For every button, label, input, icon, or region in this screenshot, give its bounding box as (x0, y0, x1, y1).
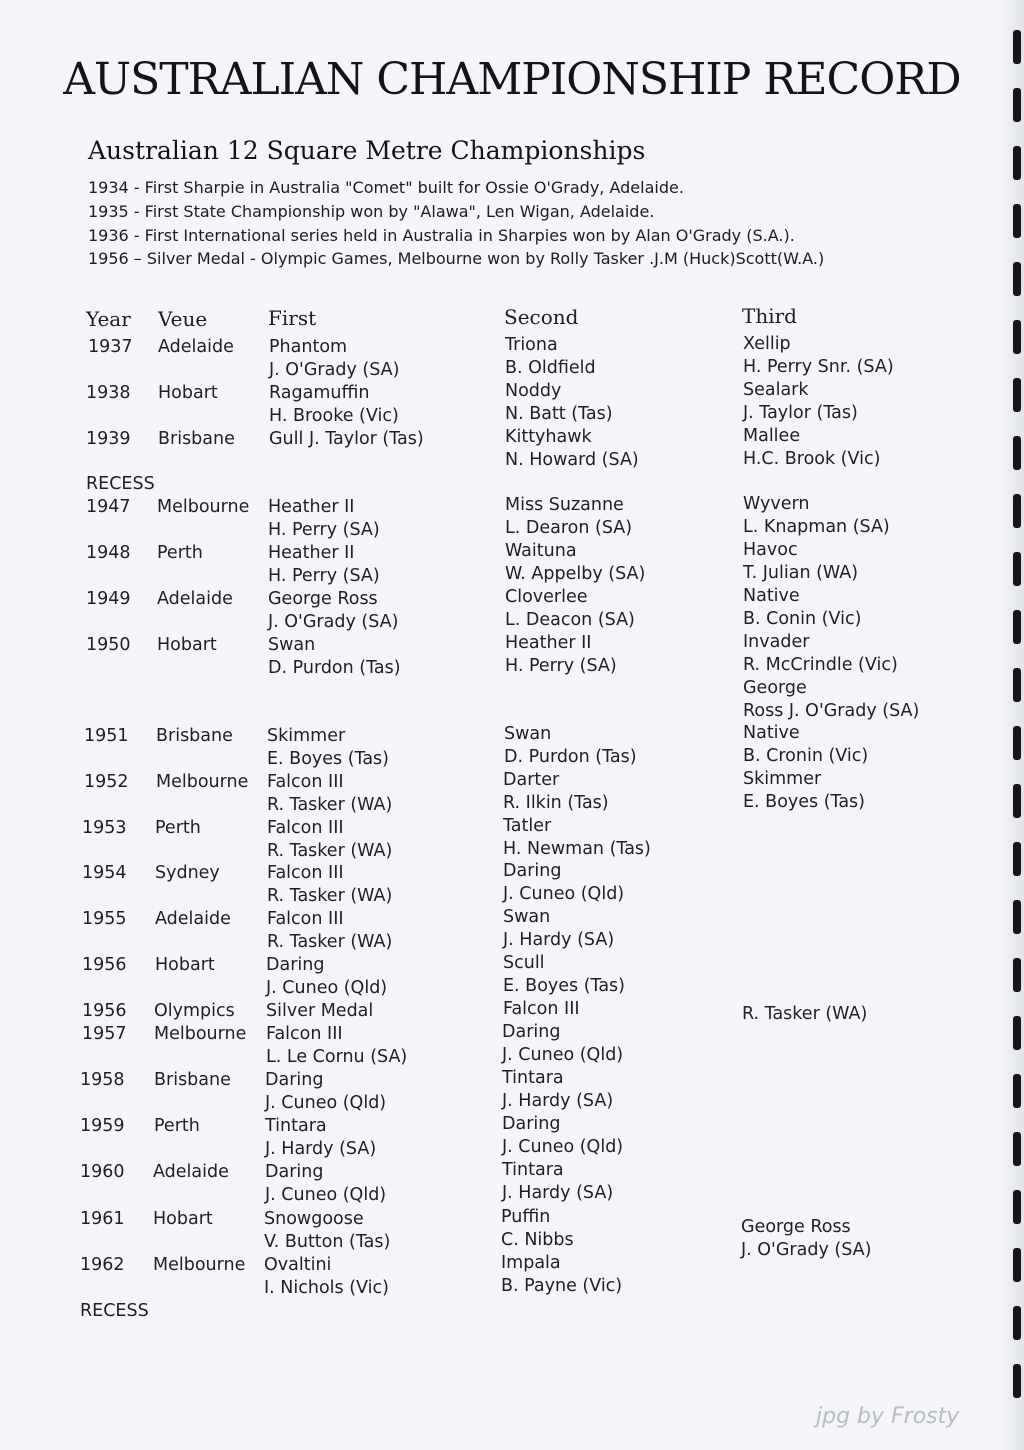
entry-venue: Perth (157, 543, 203, 563)
entry-second-place: B. Payne (Vic) (501, 1276, 623, 1296)
entry-venue: Brisbane (156, 726, 233, 746)
entry-first-place: George Ross (268, 589, 378, 609)
entry-year: 1939 (86, 429, 131, 449)
entry-second-place: Noddy (505, 381, 562, 401)
entry-second-place: L. Dearon (SA) (505, 518, 633, 538)
entry-first-place: J. Cuneo (Qld) (265, 1093, 387, 1113)
binding-ring (1013, 1016, 1021, 1050)
entry-second-place: Kittyhawk (505, 427, 592, 447)
entry-first-place: J. Hardy (SA) (265, 1139, 377, 1159)
entry-first-place: Falcon III (267, 772, 344, 792)
entry-second-place: Scull (503, 953, 545, 973)
entry-venue: Melbourne (157, 497, 250, 517)
entry-third-place: E. Boyes (Tas) (743, 792, 865, 812)
binding-ring (1013, 1132, 1021, 1166)
entry-third-place: B. Conin (Vic) (743, 609, 862, 629)
entry-first-place: Falcon III (267, 818, 344, 838)
entry-third-place: Ross J. O'Grady (SA) (743, 701, 920, 721)
entry-third-place: B. Cronin (Vic) (743, 746, 869, 766)
entry-second-place: W. Appelby (SA) (505, 564, 646, 584)
column-header-first: First (268, 306, 317, 330)
entry-year: 1953 (82, 818, 127, 838)
entry-third-place: Sealark (743, 380, 809, 400)
entry-first-place: Skimmer (267, 726, 346, 746)
page-title: AUSTRALIAN CHAMPIONSHIP RECORD (63, 54, 961, 105)
binding-ring (1013, 146, 1021, 180)
entry-year: 1954 (82, 863, 127, 883)
entry-first-place: Daring (265, 1162, 324, 1182)
binding-ring (1013, 1248, 1021, 1282)
entry-third-place: George Ross (741, 1217, 851, 1237)
section-subtitle: Australian 12 Square Metre Championships (88, 136, 646, 165)
binding-ring (1013, 1306, 1021, 1340)
column-header-year: Year (86, 307, 131, 331)
binding-ring (1013, 842, 1021, 876)
entry-venue: Perth (154, 1116, 200, 1136)
intro-line-1956: 1956 – Silver Medal - Olympic Games, Melbourne won by Rolly Tasker .J.M (Huck)Scott(W.A.) (88, 249, 825, 268)
binding-ring (1013, 204, 1021, 238)
entry-first-place: Falcon III (267, 909, 344, 929)
entry-first-place: Heather II (268, 543, 355, 563)
entry-year: 1955 (82, 909, 127, 929)
entry-second-place: Triona (505, 335, 558, 355)
entry-third-place: Wyvern (743, 494, 810, 514)
entry-first-place: Falcon III (267, 863, 344, 883)
entry-first-place: R. Tasker (WA) (267, 841, 393, 861)
entry-year: 1959 (80, 1116, 125, 1136)
entry-third-place: Skimmer (743, 769, 822, 789)
entry-third-place: L. Knapman (SA) (743, 517, 890, 537)
entry-year: 1938 (86, 383, 131, 403)
entry-venue: Adelaide (153, 1162, 229, 1182)
entry-second-place: Daring (502, 1022, 561, 1042)
entry-first-place: J. Cuneo (Qld) (266, 978, 388, 998)
entry-year: 1951 (84, 726, 129, 746)
spiral-binding (1000, 0, 1024, 1450)
binding-ring (1013, 900, 1021, 934)
entry-year: 1956 (82, 1001, 127, 1021)
recess-label: RECESS (80, 1301, 149, 1321)
entry-second-place: Darter (503, 770, 560, 790)
entry-second-place: C. Nibbs (501, 1230, 574, 1250)
entry-third-place: R. McCrindle (Vic) (743, 655, 898, 675)
entry-first-place: Snowgoose (264, 1209, 364, 1229)
entry-second-place: N. Batt (Tas) (505, 404, 613, 424)
entry-venue: Melbourne (154, 1024, 247, 1044)
entry-first-place: Phantom (269, 337, 348, 357)
entry-first-place: Ragamuffin (269, 383, 370, 403)
entry-year: 1960 (80, 1162, 125, 1182)
entry-second-place: J. Cuneo (Qld) (502, 1045, 624, 1065)
entry-second-place: Daring (503, 861, 562, 881)
entry-year: 1950 (86, 635, 131, 655)
entry-third-place: Native (743, 723, 800, 743)
entry-venue: Melbourne (156, 772, 249, 792)
entry-second-place: Daring (502, 1114, 561, 1134)
entry-first-place: Gull J. Taylor (Tas) (269, 429, 424, 449)
entry-first-place: E. Boyes (Tas) (267, 749, 389, 769)
binding-ring (1013, 494, 1021, 528)
entry-third-place: H.C. Brook (Vic) (743, 449, 881, 469)
binding-ring (1013, 610, 1021, 644)
entry-third-place: Native (743, 586, 800, 606)
column-header-venue: Veue (158, 307, 208, 331)
intro-line-1936: 1936 - First International series held in Australia in Sharpies won by Alan O'Grady (S.A.). (88, 226, 795, 245)
entry-first-place: Daring (266, 955, 325, 975)
entry-year: 1956 (82, 955, 127, 975)
binding-ring (1013, 436, 1021, 470)
entry-year: 1962 (80, 1255, 125, 1275)
entry-venue: Sydney (155, 863, 220, 883)
entry-first-place: D. Purdon (Tas) (268, 658, 401, 678)
entry-first-place: Tintara (265, 1116, 327, 1136)
entry-third-place: Havoc (743, 540, 798, 560)
binding-ring (1013, 668, 1021, 702)
entry-second-place: J. Cuneo (Qld) (502, 1137, 624, 1157)
entry-second-place: Tintara (502, 1160, 564, 1180)
entry-first-place: V. Button (Tas) (264, 1232, 391, 1252)
entry-venue: Brisbane (158, 429, 235, 449)
entry-first-place: H. Perry (SA) (268, 566, 380, 586)
entry-third-place: J. O'Grady (SA) (741, 1240, 872, 1260)
entry-year: 1952 (84, 772, 129, 792)
entry-venue: Adelaide (157, 589, 233, 609)
entry-first-place: I. Nichols (Vic) (264, 1278, 389, 1298)
entry-second-place: R. Ilkin (Tas) (503, 793, 609, 813)
entry-second-place: Miss Suzanne (505, 495, 624, 515)
entry-third-place: Xellip (743, 334, 791, 354)
entry-first-place: Daring (265, 1070, 324, 1090)
intro-line-1935: 1935 - First State Championship won by "Alawa", Len Wigan, Adelaide. (88, 202, 655, 221)
entry-first-place: R. Tasker (WA) (267, 795, 393, 815)
entry-third-place: Invader (743, 632, 810, 652)
entry-second-place: L. Deacon (SA) (505, 610, 635, 630)
entry-venue: Hobart (157, 635, 217, 655)
entry-third-place: George (743, 678, 807, 698)
entry-first-place: Falcon III (266, 1024, 343, 1044)
entry-first-place: H. Brooke (Vic) (269, 406, 399, 426)
watermark: jpg by Frosty (816, 1404, 960, 1429)
column-header-second: Second (504, 305, 579, 329)
entry-first-place: Ovaltini (264, 1255, 332, 1275)
entry-second-place: H. Perry (SA) (505, 656, 617, 676)
entry-second-place: Puffin (501, 1207, 551, 1227)
entry-second-place: Heather II (505, 633, 592, 653)
entry-first-place: L. Le Cornu (SA) (266, 1047, 408, 1067)
binding-ring (1013, 726, 1021, 760)
entry-first-place: Heather II (268, 497, 355, 517)
entry-venue: Hobart (153, 1209, 213, 1229)
entry-third-place: H. Perry Snr. (SA) (743, 357, 894, 377)
entry-second-place: D. Purdon (Tas) (504, 747, 637, 767)
recess-label: RECESS (86, 474, 155, 494)
binding-ring (1013, 552, 1021, 586)
entry-year: 1937 (88, 337, 133, 357)
entry-second-place: J. Hardy (SA) (502, 1183, 614, 1203)
column-header-third: Third (742, 304, 797, 328)
entry-year: 1949 (86, 589, 131, 609)
binding-ring (1013, 958, 1021, 992)
entry-venue: Hobart (155, 955, 215, 975)
entry-second-place: Waituna (505, 541, 577, 561)
entry-venue: Melbourne (153, 1255, 246, 1275)
binding-ring (1013, 784, 1021, 818)
entry-venue: Adelaide (158, 337, 234, 357)
entry-venue: Hobart (158, 383, 218, 403)
entry-first-place: J. O'Grady (SA) (269, 360, 400, 380)
entry-second-place: Falcon III (503, 999, 580, 1019)
entry-second-place: E. Boyes (Tas) (503, 976, 625, 996)
entry-first-place: Silver Medal (266, 1001, 374, 1021)
entry-second-place: J. Hardy (SA) (502, 1091, 614, 1111)
binding-ring (1013, 1364, 1021, 1398)
entry-second-place: Impala (501, 1253, 561, 1273)
entry-first-place: H. Perry (SA) (268, 520, 380, 540)
entry-first-place: R. Tasker (WA) (267, 932, 393, 952)
entry-venue: Adelaide (155, 909, 231, 929)
intro-line-1934: 1934 - First Sharpie in Australia "Comet" built for Ossie O'Grady, Adelaide. (88, 178, 684, 197)
entry-second-place: Cloverlee (505, 587, 588, 607)
entry-third-place: J. Taylor (Tas) (743, 403, 858, 423)
entry-year: 1961 (80, 1209, 125, 1229)
entry-first-place: J. O'Grady (SA) (268, 612, 399, 632)
entry-first-place: Swan (268, 635, 316, 655)
binding-ring (1013, 320, 1021, 354)
binding-ring (1013, 378, 1021, 412)
binding-ring (1013, 1074, 1021, 1108)
entry-second-place: J. Hardy (SA) (503, 930, 615, 950)
entry-year: 1958 (80, 1070, 125, 1090)
binding-ring (1013, 262, 1021, 296)
entry-first-place: R. Tasker (WA) (267, 886, 393, 906)
entry-third-place: Mallee (743, 426, 801, 446)
entry-year: 1947 (86, 497, 131, 517)
entry-year: 1948 (86, 543, 131, 563)
entry-second-place: Tatler (503, 816, 552, 836)
entry-venue: Perth (155, 818, 201, 838)
entry-third-place: R. Tasker (WA) (742, 1004, 868, 1024)
entry-second-place: B. Oldfield (505, 358, 596, 378)
entry-venue: Olympics (154, 1001, 235, 1021)
entry-third-place: T. Julian (WA) (743, 563, 859, 583)
entry-second-place: N. Howard (SA) (505, 450, 639, 470)
entry-venue: Brisbane (154, 1070, 231, 1090)
entry-second-place: Tintara (502, 1068, 564, 1088)
entry-second-place: J. Cuneo (Qld) (503, 884, 625, 904)
entry-second-place: H. Newman (Tas) (503, 839, 651, 859)
entry-second-place: Swan (503, 907, 551, 927)
binding-ring (1013, 1190, 1021, 1224)
entry-first-place: J. Cuneo (Qld) (265, 1185, 387, 1205)
entry-second-place: Swan (504, 724, 552, 744)
entry-year: 1957 (82, 1024, 127, 1044)
